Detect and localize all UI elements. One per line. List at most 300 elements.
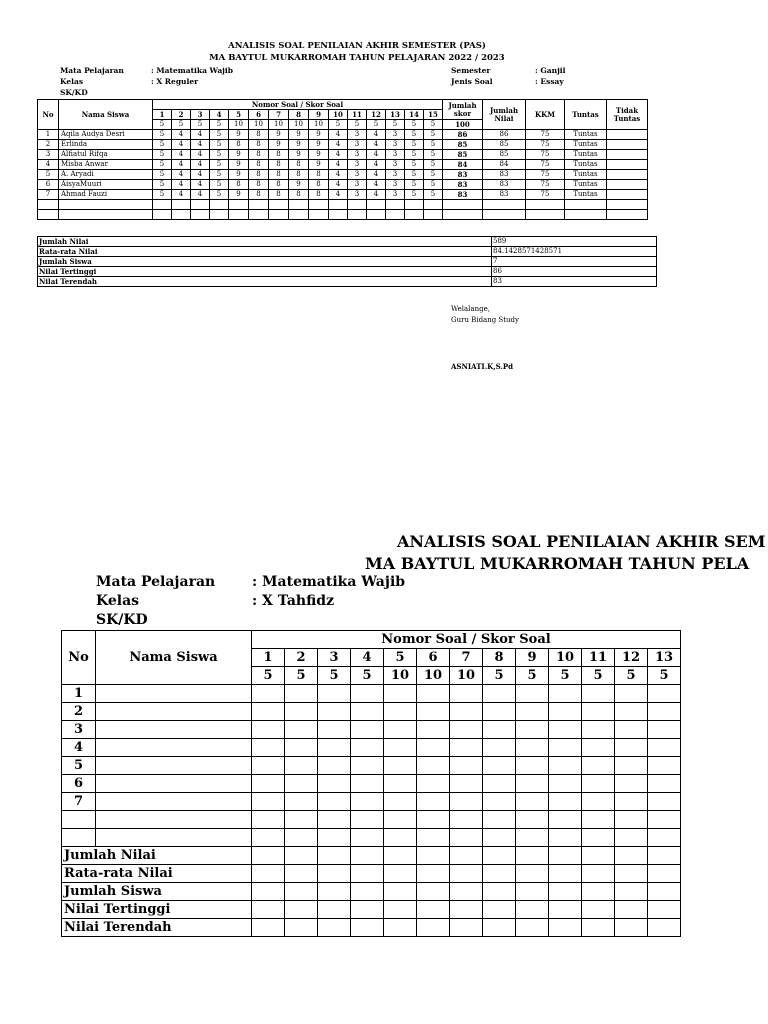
student-score: 4	[329, 130, 348, 140]
report2-empty-cell	[252, 883, 285, 901]
student-score: 3	[348, 150, 367, 160]
jenis-soal-label: Jenis Soal	[451, 77, 493, 86]
empty-cell	[565, 210, 607, 220]
question-number: 7	[269, 110, 289, 120]
student-no: 1	[38, 130, 59, 140]
student-score: 4	[329, 150, 348, 160]
student-score: 8	[249, 190, 269, 200]
empty-cell	[483, 210, 526, 220]
question-number: 15	[424, 110, 443, 120]
report2-empty-cell	[549, 811, 582, 829]
max-score: 10	[289, 120, 309, 130]
student-score: 5	[424, 180, 443, 190]
max-score: 10	[309, 120, 329, 130]
student-row	[38, 130, 648, 140]
student-row	[38, 150, 648, 160]
report2-empty-cell	[615, 685, 648, 703]
report2-empty-cell	[351, 901, 384, 919]
report2-empty-row	[62, 829, 681, 847]
report2-empty-cell	[62, 829, 96, 847]
report2-student-no: 5	[62, 757, 96, 775]
report2-empty-cell	[615, 757, 648, 775]
student-score: 9	[289, 150, 309, 160]
student-kkm: 75	[526, 150, 565, 160]
student-kkm: 75	[526, 140, 565, 150]
report2-empty-cell	[648, 865, 681, 883]
student-score: 4	[367, 170, 386, 180]
report2-empty-cell	[384, 775, 417, 793]
skkd-label: SK/KD	[60, 88, 88, 97]
report2-question-number: 8	[483, 649, 516, 667]
report2-empty-cell	[252, 901, 285, 919]
report2-empty-cell	[252, 865, 285, 883]
header-nama-siswa: Nama Siswa	[59, 100, 153, 130]
student-row	[38, 160, 648, 170]
report2-empty-cell	[483, 811, 516, 829]
report2-question-number: 1	[252, 649, 285, 667]
question-number: 9	[309, 110, 329, 120]
student-score: 8	[229, 140, 249, 150]
report2-empty-cell	[648, 793, 681, 811]
report2-empty-cell	[417, 919, 450, 937]
empty-cell	[483, 200, 526, 210]
report2-empty-cell	[450, 793, 483, 811]
header-no: No	[38, 100, 59, 130]
report2-summary-row	[62, 847, 681, 865]
report2-empty-cell	[516, 685, 549, 703]
report2-empty-row	[62, 811, 681, 829]
empty-cell	[405, 200, 424, 210]
report2-student-row	[62, 757, 681, 775]
student-score: 8	[269, 170, 289, 180]
report2-empty-cell	[318, 811, 351, 829]
empty-cell	[269, 210, 289, 220]
student-jumlah-skor: 84	[443, 160, 483, 170]
student-score: 5	[405, 130, 424, 140]
student-score: 9	[309, 150, 329, 160]
report2-student-row	[62, 703, 681, 721]
summary-label: Rata-rata Nilai	[38, 247, 492, 257]
student-score: 4	[172, 160, 191, 170]
jenis-soal-value: : Essay	[535, 77, 564, 86]
report2-max-score: 5	[582, 667, 615, 685]
student-jumlah-nilai: 83	[483, 190, 526, 200]
student-jumlah-nilai: 83	[483, 170, 526, 180]
report2-empty-cell	[384, 721, 417, 739]
report2-question-number: 9	[516, 649, 549, 667]
report2-empty-cell	[549, 775, 582, 793]
report2-empty-cell	[351, 739, 384, 757]
report2-empty-cell	[96, 775, 252, 793]
student-tidak-tuntas	[607, 140, 648, 150]
report2-max-score: 5	[483, 667, 516, 685]
report2-empty-cell	[450, 775, 483, 793]
report2-empty-cell	[417, 739, 450, 757]
student-score: 5	[405, 160, 424, 170]
header-jumlah-skor: Jumlah skor	[443, 100, 483, 120]
report2-empty-cell	[252, 703, 285, 721]
student-tuntas: Tuntas	[565, 170, 607, 180]
report2-mata-pelajaran-value: : Matematika Wajib	[252, 574, 406, 590]
empty-cell	[191, 210, 210, 220]
empty-cell	[309, 200, 329, 210]
student-score: 5	[405, 170, 424, 180]
report2-empty-cell	[285, 793, 318, 811]
header-jumlah-nilai: Jumlah Nilai	[483, 100, 526, 130]
student-score: 5	[210, 150, 229, 160]
report2-empty-cell	[351, 829, 384, 847]
report2-empty-cell	[384, 757, 417, 775]
report2-empty-cell	[483, 721, 516, 739]
student-score: 8	[309, 170, 329, 180]
empty-cell	[249, 200, 269, 210]
report2-empty-cell	[516, 721, 549, 739]
student-score: 4	[191, 180, 210, 190]
report2-empty-cell	[582, 901, 615, 919]
report2-empty-cell	[516, 775, 549, 793]
report2-empty-cell	[549, 901, 582, 919]
report2-summary-label: Jumlah Siswa	[62, 883, 252, 901]
report2-student-no: 6	[62, 775, 96, 793]
report2-empty-cell	[252, 721, 285, 739]
student-score: 8	[229, 180, 249, 190]
report2-question-number: 3	[318, 649, 351, 667]
signature-place: Welalange,	[451, 305, 490, 313]
student-score: 4	[367, 180, 386, 190]
empty-cell	[172, 210, 191, 220]
empty-cell	[348, 200, 367, 210]
report2-empty-cell	[285, 811, 318, 829]
report2-empty-cell	[318, 919, 351, 937]
signature-name: ASNIATI.K,S.Pd	[451, 362, 514, 371]
report-subtitle: MA BAYTUL MUKARROMAH TAHUN PELAJARAN 2022 / 2023	[209, 53, 505, 63]
report2-empty-cell	[450, 739, 483, 757]
student-score: 3	[348, 170, 367, 180]
report2-empty-cell	[384, 811, 417, 829]
report2-empty-cell	[252, 919, 285, 937]
report2-header-nomor-soal: Nomor Soal / Skor Soal	[252, 631, 681, 649]
summary-value: 589	[492, 237, 657, 247]
report2-empty-cell	[252, 847, 285, 865]
student-score: 8	[249, 180, 269, 190]
student-score: 3	[386, 150, 405, 160]
max-score: 5	[348, 120, 367, 130]
report2-empty-cell	[582, 721, 615, 739]
report2-empty-cell	[252, 775, 285, 793]
empty-cell	[526, 210, 565, 220]
report2-empty-cell	[384, 847, 417, 865]
report2-empty-cell	[417, 901, 450, 919]
student-no: 7	[38, 190, 59, 200]
empty-cell	[607, 200, 648, 210]
report2-empty-cell	[318, 775, 351, 793]
empty-cell	[367, 200, 386, 210]
report2-student-no: 4	[62, 739, 96, 757]
student-tidak-tuntas	[607, 180, 648, 190]
student-name: Aqila Audya Desri	[59, 130, 153, 140]
empty-cell	[172, 200, 191, 210]
empty-cell	[348, 210, 367, 220]
student-score: 9	[269, 130, 289, 140]
report2-empty-cell	[549, 847, 582, 865]
student-tuntas: Tuntas	[565, 190, 607, 200]
report2-summary-label: Rata-rata Nilai	[62, 865, 252, 883]
report2-student-row	[62, 739, 681, 757]
mata-pelajaran-label: Mata Pelajaran	[60, 66, 124, 75]
student-jumlah-nilai: 86	[483, 130, 526, 140]
summary-value: 86	[492, 267, 657, 277]
report2-empty-cell	[96, 829, 252, 847]
report2-student-no: 2	[62, 703, 96, 721]
report2-empty-cell	[252, 811, 285, 829]
report2-empty-cell	[351, 775, 384, 793]
empty-cell	[443, 200, 483, 210]
empty-cell	[405, 210, 424, 220]
report2-subtitle: MA BAYTUL MUKARROMAH TAHUN PELA	[365, 554, 750, 573]
report2-empty-cell	[384, 739, 417, 757]
max-score: 10	[229, 120, 249, 130]
empty-cell	[38, 210, 59, 220]
student-score: 4	[367, 130, 386, 140]
student-score: 9	[289, 140, 309, 150]
summary-row	[38, 277, 657, 287]
student-score: 5	[424, 150, 443, 160]
empty-cell	[329, 210, 348, 220]
report2-empty-cell	[384, 901, 417, 919]
student-score: 8	[249, 130, 269, 140]
student-score: 3	[348, 130, 367, 140]
student-score: 8	[249, 140, 269, 150]
student-score: 9	[269, 140, 289, 150]
report2-empty-cell	[450, 811, 483, 829]
report2-max-score: 10	[417, 667, 450, 685]
report2-kelas-label: Kelas	[96, 593, 140, 609]
empty-cell	[309, 210, 329, 220]
student-score: 5	[153, 150, 172, 160]
report2-empty-cell	[384, 883, 417, 901]
report2-header-nama-siswa: Nama Siswa	[96, 631, 252, 685]
report2-student-row	[62, 793, 681, 811]
report2-empty-cell	[516, 919, 549, 937]
empty-cell	[289, 210, 309, 220]
empty-row	[38, 200, 648, 210]
report2-max-score: 5	[285, 667, 318, 685]
report2-empty-cell	[252, 793, 285, 811]
header-tidak-tuntas: Tidak Tuntas	[607, 100, 648, 130]
student-row	[38, 140, 648, 150]
kelas-value: : X Reguler	[151, 77, 199, 86]
report2-student-row	[62, 775, 681, 793]
report2-empty-cell	[318, 883, 351, 901]
student-no: 2	[38, 140, 59, 150]
student-tidak-tuntas	[607, 160, 648, 170]
report2-empty-cell	[351, 685, 384, 703]
student-score: 4	[191, 130, 210, 140]
student-score: 4	[367, 160, 386, 170]
student-tidak-tuntas	[607, 130, 648, 140]
report2-title: ANALISIS SOAL PENILAIAN AKHIR SEM	[397, 532, 766, 551]
report2-empty-cell	[417, 793, 450, 811]
student-score: 5	[210, 180, 229, 190]
student-score: 5	[210, 190, 229, 200]
report2-empty-cell	[648, 685, 681, 703]
report2-empty-cell	[483, 883, 516, 901]
report2-empty-cell	[516, 901, 549, 919]
student-row	[38, 190, 648, 200]
empty-cell	[329, 200, 348, 210]
report-title: ANALISIS SOAL PENILAIAN AKHIR SEMESTER (PAS)	[228, 41, 486, 51]
student-score: 8	[269, 150, 289, 160]
report2-student-row	[62, 721, 681, 739]
header-nomor-soal: Nomor Soal / Skor Soal	[153, 100, 443, 110]
student-score: 8	[289, 190, 309, 200]
empty-cell	[607, 210, 648, 220]
report2-empty-cell	[351, 757, 384, 775]
signature-role: Guru Bidang Study	[451, 316, 519, 324]
report2-empty-cell	[615, 721, 648, 739]
report2-empty-cell	[582, 883, 615, 901]
student-score: 4	[367, 150, 386, 160]
student-score: 5	[424, 160, 443, 170]
report2-empty-cell	[285, 757, 318, 775]
report2-empty-cell	[549, 793, 582, 811]
report2-skkd-label: SK/KD	[96, 612, 148, 628]
report2-empty-cell	[549, 919, 582, 937]
max-score: 5	[210, 120, 229, 130]
report2-summary-label: Nilai Tertinggi	[62, 901, 252, 919]
report2-empty-cell	[450, 703, 483, 721]
report2-empty-cell	[648, 883, 681, 901]
empty-cell	[38, 200, 59, 210]
question-number: 4	[210, 110, 229, 120]
mata-pelajaran-value: : Matematika Wajib	[151, 66, 233, 75]
report2-empty-cell	[615, 703, 648, 721]
report2-empty-cell	[351, 793, 384, 811]
empty-cell	[153, 200, 172, 210]
report2-empty-cell	[384, 685, 417, 703]
student-score: 8	[249, 150, 269, 160]
report2-empty-cell	[516, 757, 549, 775]
student-score: 3	[386, 170, 405, 180]
kelas-label: Kelas	[60, 77, 84, 86]
report2-summary-label: Jumlah Nilai	[62, 847, 252, 865]
summary-value: 84.1428571428571	[492, 247, 657, 257]
summary-value: 83	[492, 277, 657, 287]
student-score: 5	[153, 190, 172, 200]
report2-empty-cell	[648, 739, 681, 757]
report2-empty-cell	[516, 847, 549, 865]
student-score: 5	[153, 160, 172, 170]
report2-empty-cell	[516, 739, 549, 757]
report2-empty-cell	[62, 811, 96, 829]
report2-empty-cell	[450, 865, 483, 883]
student-name: A. Aryadi	[59, 170, 153, 180]
report2-empty-cell	[252, 757, 285, 775]
student-score: 9	[309, 130, 329, 140]
student-score: 4	[191, 160, 210, 170]
student-score: 3	[348, 140, 367, 150]
report2-question-number: 11	[582, 649, 615, 667]
student-score: 8	[309, 190, 329, 200]
student-score: 4	[172, 190, 191, 200]
student-score: 4	[329, 170, 348, 180]
student-no: 5	[38, 170, 59, 180]
report2-empty-cell	[549, 829, 582, 847]
student-score: 5	[153, 140, 172, 150]
student-tuntas: Tuntas	[565, 160, 607, 170]
report2-empty-cell	[318, 703, 351, 721]
max-total-score: 100	[443, 120, 483, 130]
student-name: Ahmad Fauzi	[59, 190, 153, 200]
report2-empty-cell	[483, 685, 516, 703]
report2-empty-cell	[285, 919, 318, 937]
report2-empty-cell	[318, 721, 351, 739]
student-score: 4	[329, 160, 348, 170]
question-number: 14	[405, 110, 424, 120]
report2-empty-cell	[252, 685, 285, 703]
report2-empty-cell	[516, 829, 549, 847]
student-score: 5	[424, 130, 443, 140]
report2-empty-cell	[417, 811, 450, 829]
report2-max-score: 5	[615, 667, 648, 685]
student-name: AisyaMuuri	[59, 180, 153, 190]
header-kkm: KKM	[526, 100, 565, 130]
report2-empty-cell	[285, 847, 318, 865]
student-score: 4	[367, 190, 386, 200]
report2-max-score: 5	[648, 667, 681, 685]
report2-question-number: 6	[417, 649, 450, 667]
max-score: 5	[329, 120, 348, 130]
report2-empty-cell	[549, 757, 582, 775]
empty-cell	[443, 210, 483, 220]
empty-cell	[229, 200, 249, 210]
empty-row	[38, 210, 648, 220]
student-score: 8	[269, 190, 289, 200]
report2-empty-cell	[615, 883, 648, 901]
student-score: 9	[309, 160, 329, 170]
question-number: 3	[191, 110, 210, 120]
report2-empty-cell	[615, 865, 648, 883]
student-row	[38, 170, 648, 180]
student-score: 4	[329, 190, 348, 200]
question-number: 2	[172, 110, 191, 120]
report2-summary-row	[62, 883, 681, 901]
student-score: 8	[289, 170, 309, 180]
report2-empty-cell	[252, 739, 285, 757]
report2-empty-cell	[582, 793, 615, 811]
student-score: 4	[172, 140, 191, 150]
student-score: 5	[424, 190, 443, 200]
student-score: 5	[405, 140, 424, 150]
report2-empty-cell	[96, 685, 252, 703]
report2-empty-cell	[285, 865, 318, 883]
report2-empty-cell	[384, 865, 417, 883]
student-score: 4	[191, 190, 210, 200]
report2-empty-cell	[483, 757, 516, 775]
report2-empty-cell	[483, 919, 516, 937]
max-score: 10	[269, 120, 289, 130]
report2-empty-cell	[351, 865, 384, 883]
report2-empty-cell	[384, 793, 417, 811]
report2-empty-cell	[318, 793, 351, 811]
max-score: 5	[386, 120, 405, 130]
student-kkm: 75	[526, 190, 565, 200]
report2-empty-cell	[483, 901, 516, 919]
student-score: 5	[153, 170, 172, 180]
student-jumlah-skor: 85	[443, 140, 483, 150]
report2-empty-cell	[615, 775, 648, 793]
max-score: 5	[191, 120, 210, 130]
